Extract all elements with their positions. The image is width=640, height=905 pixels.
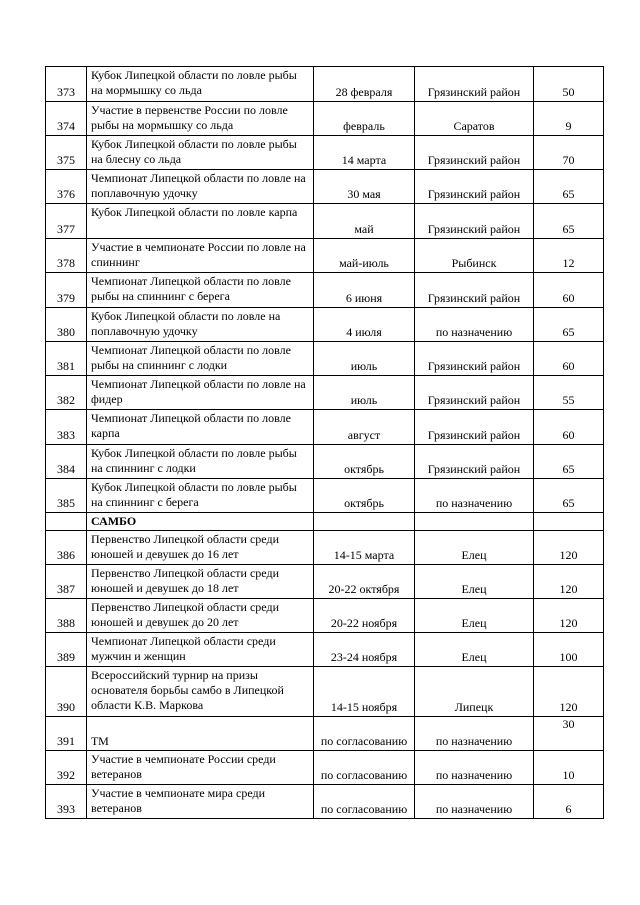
event-name: Чемпионат Липецкой области по ловле на фидер [87, 376, 314, 410]
event-place: по назначению [415, 717, 534, 751]
event-date: 6 июня [314, 273, 415, 308]
events-table [45, 66, 604, 819]
event-name: Кубок Липецкой области по ловле рыбы на спиннинг с лодки [87, 445, 314, 479]
participant-count: 65 [534, 479, 604, 513]
participant-count: 65 [534, 204, 604, 239]
table-row [46, 67, 604, 102]
participant-count: 65 [534, 170, 604, 204]
participant-count: 50 [534, 67, 604, 102]
participant-count: 70 [534, 136, 604, 170]
participant-count: 30 [534, 717, 604, 751]
event-date: 14-15 ноября [314, 667, 415, 717]
table-row [46, 479, 604, 513]
event-name: Чемпионат Липецкой области среди мужчин и женщин [87, 633, 314, 667]
event-date: июль [314, 342, 415, 376]
event-name: Кубок Липецкой области по ловле рыбы на блесну со льда [87, 136, 314, 170]
event-name: Кубок Липецкой области по ловле рыбы на спиннинг с берега [87, 479, 314, 513]
row-number: 383 [46, 410, 87, 445]
participant-count: 120 [534, 667, 604, 717]
event-date: 30 мая [314, 170, 415, 204]
event-place: Грязинский район [415, 170, 534, 204]
event-place: Саратов [415, 102, 534, 136]
row-number: 387 [46, 565, 87, 599]
event-name: Участие в чемпионате России среди ветеранов [87, 751, 314, 785]
row-number: 377 [46, 204, 87, 239]
participant-count: 55 [534, 376, 604, 410]
event-name: Чемпионат Липецкой области по ловле рыбы на спиннинг с лодки [87, 342, 314, 376]
document-page [45, 66, 603, 819]
section-place-cell [415, 513, 534, 531]
event-name: Чемпионат Липецкой области по ловле карпа [87, 410, 314, 445]
table-row [46, 717, 604, 751]
event-place: Рыбинск [415, 239, 534, 273]
event-name: Первенство Липецкой области среди юношей и девушек до 20 лет [87, 599, 314, 633]
table-row [46, 170, 604, 204]
row-number: 380 [46, 308, 87, 342]
event-name: Участие в первенстве России по ловле рыбы на мормышку со льда [87, 102, 314, 136]
table-row [46, 410, 604, 445]
event-place: Грязинский район [415, 445, 534, 479]
event-date: 4 июля [314, 308, 415, 342]
event-place: Грязинский район [415, 204, 534, 239]
event-place: по назначению [415, 751, 534, 785]
participant-count: 60 [534, 273, 604, 308]
event-date: по согласованию [314, 717, 415, 751]
event-place: Липецк [415, 667, 534, 717]
event-place: Грязинский район [415, 273, 534, 308]
event-place: по назначению [415, 308, 534, 342]
table-row [46, 204, 604, 239]
event-name: Кубок Липецкой области по ловле карпа [87, 204, 314, 239]
event-date: май [314, 204, 415, 239]
event-date: октябрь [314, 445, 415, 479]
event-date: октябрь [314, 479, 415, 513]
event-name: Участие в чемпионате мира среди ветеранов [87, 785, 314, 819]
event-name: Первенство Липецкой области среди юношей и девушек до 16 лет [87, 531, 314, 565]
participant-count: 65 [534, 308, 604, 342]
row-number: 381 [46, 342, 87, 376]
table-row [46, 667, 604, 717]
participant-count: 10 [534, 751, 604, 785]
row-number: 386 [46, 531, 87, 565]
table-row [46, 751, 604, 785]
table-row [46, 342, 604, 376]
event-name: Всероссийский турнир на призы основателя борьбы самбо в Липецкой области К.В. Маркова [87, 667, 314, 717]
row-number: 393 [46, 785, 87, 819]
row-number: 376 [46, 170, 87, 204]
event-place: по назначению [415, 479, 534, 513]
table-row [46, 273, 604, 308]
event-name: Участие в чемпионате России по ловле на спиннинг [87, 239, 314, 273]
event-date: июль [314, 376, 415, 410]
row-number: 385 [46, 479, 87, 513]
table-row [46, 531, 604, 565]
row-number: 384 [46, 445, 87, 479]
section-row [46, 513, 604, 531]
participant-count: 12 [534, 239, 604, 273]
row-number: 392 [46, 751, 87, 785]
event-place: Елец [415, 633, 534, 667]
table-row [46, 136, 604, 170]
event-name: Первенство Липецкой области среди юношей и девушек до 18 лет [87, 565, 314, 599]
row-number: 378 [46, 239, 87, 273]
event-date: февраль [314, 102, 415, 136]
event-place: Елец [415, 531, 534, 565]
table-row [46, 376, 604, 410]
table-row [46, 633, 604, 667]
table-row [46, 599, 604, 633]
row-number: 391 [46, 717, 87, 751]
table-row [46, 308, 604, 342]
event-place: Грязинский район [415, 342, 534, 376]
event-date: 20-22 октября [314, 565, 415, 599]
row-number: 379 [46, 273, 87, 308]
table-row [46, 239, 604, 273]
table-row [46, 785, 604, 819]
participant-count: 120 [534, 599, 604, 633]
table-row [46, 565, 604, 599]
event-date: 14-15 марта [314, 531, 415, 565]
event-date: 28 февраля [314, 67, 415, 102]
participant-count: 120 [534, 565, 604, 599]
event-place: Елец [415, 599, 534, 633]
event-name: Кубок Липецкой области по ловле рыбы на мормышку со льда [87, 67, 314, 102]
row-number: 389 [46, 633, 87, 667]
event-date: 20-22 ноября [314, 599, 415, 633]
participant-count: 60 [534, 342, 604, 376]
event-place: Грязинский район [415, 376, 534, 410]
participant-count: 100 [534, 633, 604, 667]
row-number: 375 [46, 136, 87, 170]
row-number: 388 [46, 599, 87, 633]
event-place: Грязинский район [415, 410, 534, 445]
event-date: 14 марта [314, 136, 415, 170]
participant-count: 6 [534, 785, 604, 819]
event-name: ТМ [87, 717, 314, 751]
participant-count: 120 [534, 531, 604, 565]
table-row [46, 102, 604, 136]
section-title: САМБО [87, 513, 314, 531]
row-number: 390 [46, 667, 87, 717]
event-place: по назначению [415, 785, 534, 819]
event-date: по согласованию [314, 785, 415, 819]
row-number: 373 [46, 67, 87, 102]
event-date: август [314, 410, 415, 445]
event-date: 23-24 ноября [314, 633, 415, 667]
participant-count: 65 [534, 445, 604, 479]
event-place: Грязинский район [415, 67, 534, 102]
section-count-cell [534, 513, 604, 531]
participant-count: 60 [534, 410, 604, 445]
event-name: Кубок Липецкой области по ловле на поплавочную удочку [87, 308, 314, 342]
row-number: 382 [46, 376, 87, 410]
participant-count: 9 [534, 102, 604, 136]
event-place: Грязинский район [415, 136, 534, 170]
event-name: Чемпионат Липецкой области по ловле рыбы на спиннинг с берега [87, 273, 314, 308]
event-date: май-июль [314, 239, 415, 273]
table-row [46, 445, 604, 479]
event-name: Чемпионат Липецкой области по ловле на поплавочную удочку [87, 170, 314, 204]
event-place: Елец [415, 565, 534, 599]
row-number: 374 [46, 102, 87, 136]
section-num-cell [46, 513, 87, 531]
event-date: по согласованию [314, 751, 415, 785]
section-date-cell [314, 513, 415, 531]
